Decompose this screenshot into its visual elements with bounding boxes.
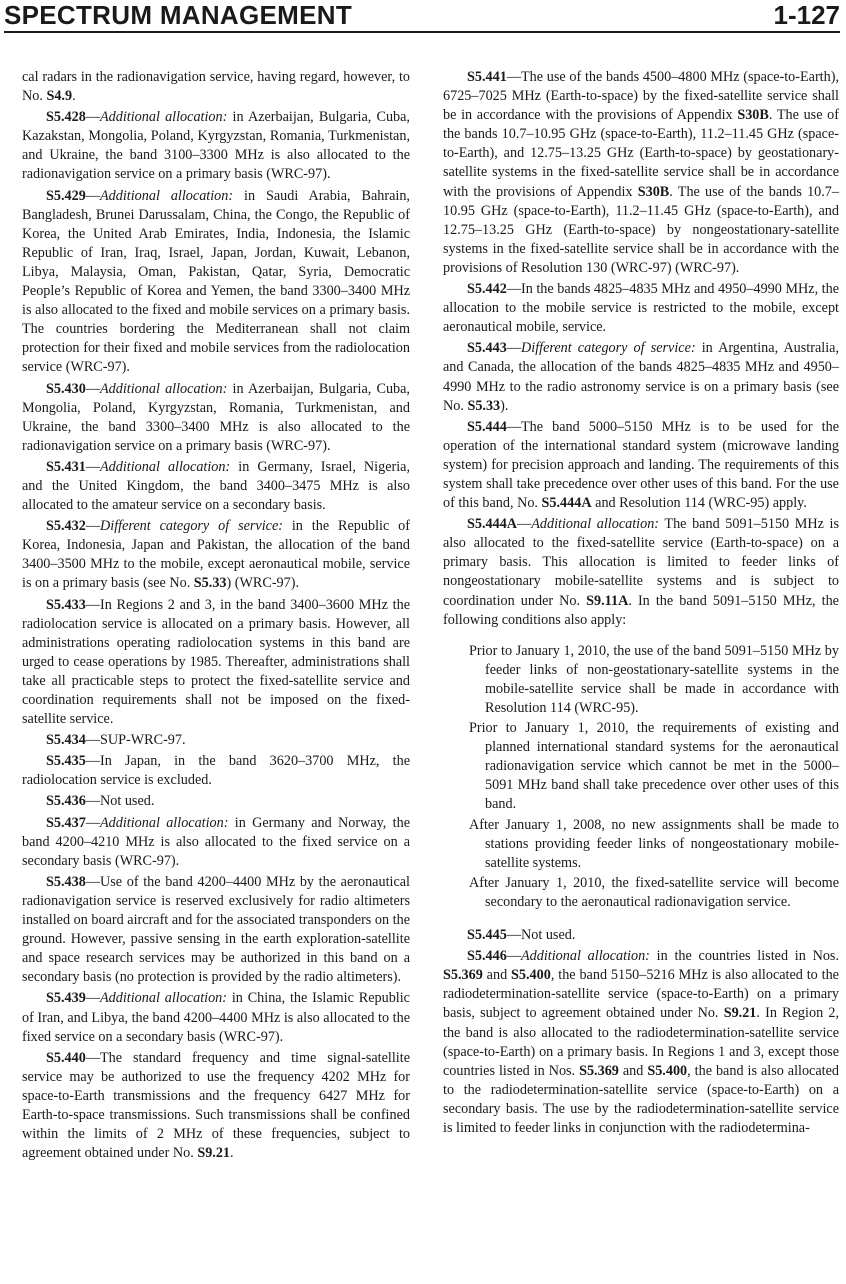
footnote-number: S5.439 [46, 990, 86, 1007]
footnote-paragraph: S5.437—Additional allocation: in Germany and Norway, the band 4200–4210 MHz is also allocated to the fixed service on a secondary basis (WRC-97). [22, 814, 410, 869]
footnote-text: The band 5091–5150 MHz is also allocated to the fixed-satellite service (Earth-to-space) on a primary basis. This allocation is limited to feeder links of nongeostationary mobile-satellite systems and is subject to coordination under No. [443, 516, 840, 609]
footnote-number: S5.428 [46, 109, 86, 126]
footnote-text: . The use of the bands 10.7–10.95 GHz (space-to-Earth), 11.2–11.45 GHz (space-to-Earth), and 12.75–13.25 GHz (Earth-to-space) by geostationary-satellite systems in the fixed-satellite service shall be in accordance with the provisions of Appendix [443, 107, 839, 200]
footnote-text: In Regions 2 and 3, in the band 3400–3600 MHz the radiolocation service is allocated on a primary basis. However, all administrations operating radiolocation systems in this band are urged to cease operations by 1985. Thereafter, administrations shall take all practicable steps to protect the fixed-satellite service and coordination requirements shall not be imposed on the fixed-satellite service. [22, 596, 410, 728]
footnote-text: SUP-WRC-97. [100, 732, 186, 749]
footnote-text: In the bands 4825–4835 MHz and 4950–4990 MHz, the allocation to the mobile service is restricted to the mobile, except aeronautical mobile, service. [443, 281, 839, 336]
allocation-label: Additional allocation: [100, 187, 234, 204]
footnote-text: and Resolution 114 (WRC-95) apply. [591, 495, 807, 512]
footnote-number: S5.442 [467, 281, 507, 298]
footnote-number: S5.437 [46, 814, 86, 831]
footnote-ref: S9.21 [197, 1145, 231, 1162]
footnote-number: S5.434 [46, 732, 86, 749]
footnote-text: in Azerbaijan, Bulgaria, Cuba, Mongolia, Poland, Kyrgyzstan, Romania, Turkmenistan, and Ukraine, the band 3300–3400 MHz is also allocated to the radionavigation service on a primary basis (WRC-97). [22, 380, 410, 454]
footnote-text: in Germany, Israel, Nigeria, and the United Kingdom, the band 3400–3475 MHz is also allocated to the amateur service on a secondary basis. [22, 458, 410, 514]
footnote-number: S5.429 [46, 187, 86, 204]
footnote-number: S5.444 [467, 418, 507, 435]
footnote-number: S5.432 [46, 518, 86, 535]
footnote-number: S5.433 [46, 596, 86, 613]
footnote-number: S5.435 [46, 753, 86, 770]
footnote-paragraph: S5.432—Different category of service: in the Republic of Korea, Indonesia, Japan and Pakistan, the allocation of the band 3400–3500 MHz to the mobile, except aeronautical mobile, service is on a primary basis (see No. S5.33) (WRC-97). [22, 518, 410, 592]
footnote-number: S5.446 [467, 948, 507, 965]
footnote-paragraph: S5.446—Additional allocation: in the countries listed in Nos. S5.369 and S5.400, the band 5150–5216 MHz is also allocated to the radiodetermination-satellite service (space-to-Earth) on a primary basis, subject to agreement obtained under No. S9.21. In Region 2, the band is also allocated to the radiodetermination-satellite service (space-to-Earth) on a primary basis. In Regions 1 and 3, except those countries listed in Nos. S5.369 and S5.400, the band is also allocated to the radiodetermination-satellite service (space-to-Earth) on a secondary basis. The use by the radiodetermination-satellite service is limited to feeder links in conjunction with the radiodetermina- [443, 948, 839, 1136]
footnote-text: . In the band 5091–5150 MHz, the following conditions also apply: [443, 592, 839, 628]
footnote-ref: S30B [737, 107, 769, 124]
allocation-label: Additional allocation: [521, 948, 650, 965]
footnote-ref: S5.369 [579, 1062, 619, 1079]
footnote-paragraph: S5.436—Not used. [46, 793, 155, 810]
footnote-text: in Argentina, Australia, and Canada, the allocation of the bands 4825–4835 MHz and 4950–4990 MHz to the radio astronomy service is on a primary basis (see No. [443, 340, 839, 414]
left-column [22, 68, 410, 1165]
continuation-end: . [72, 88, 76, 105]
condition-item: After January 1, 2010, the fixed-satellite service will become secondary to the aeronautical radionavigation service. [469, 874, 839, 910]
page-header [4, 0, 840, 34]
footnote-number: S5.441 [467, 69, 507, 85]
allocation-label: Different category of service: [521, 340, 696, 357]
allocation-label: Additional allocation: [531, 516, 660, 533]
footnote-paragraph: S5.445—Not used. [467, 927, 576, 944]
footnote-ref: S9.11A [586, 592, 629, 609]
allocation-label: Additional allocation: [100, 814, 229, 831]
footnote-paragraph: S5.429—Additional allocation: in Saudi Arabia, Bahrain, Bangladesh, Brunei Darussalam, China, the Congo, the Republic of Korea, the United Arab Emirates, India, Indonesia, the Islamic Republic of Iran, Iraq, Israel, Japan, Jordan, Kuwait, Lebanon, Libya, Malaysia, Oman, Pakistan, Qatar, Syria, Democratic People’s Republic of Korea and Yemen, the band 3300–3400 MHz is also allocated to the fixed and mobile services on a primary basis. The countries bordering the Mediterranean shall not claim protection for their fixed and mobile services from the radiolocation service (WRC-97). [22, 187, 410, 376]
footnote-text: Not used. [100, 793, 155, 810]
footnote-number: S5.443 [467, 340, 507, 357]
footnote-text: in Saudi Arabia, Bahrain, Bangladesh, Brunei Darussalam, China, the Congo, the Republic of Korea, the United Arab Emirates, India, Indonesia, the Islamic Republic of Iran, Iraq, Israel, Japan, Jordan, Kuwait, Lebanon, Libya, Malaysia, Oman, Pakistan, Qatar, Syria, Democratic People’s Republic of Korea and Yemen, the band 3300–3400 MHz is also allocated to the fixed and mobile services on a primary basis. The countries bordering the Mediterranean shall not claim protection for their fixed and mobile services from the radiolocation service (WRC-97). [22, 187, 410, 376]
allocation-label: Additional allocation: [100, 109, 228, 126]
footnote-paragraph: S5.433—In Regions 2 and 3, in the band 3400–3600 MHz the radiolocation service is allocated on a primary basis. However, all administrations operating radiolocation systems in this band are urged to cease operations by 1985. Thereafter, administrations shall take all practicable steps to protect the fixed-satellite service and coordination requirements shall not be imposed on the fixed-satellite service. [22, 596, 410, 728]
condition-item: After January 1, 2008, no new assignments shall be made to stations providing feeder links of nongeostationary mobile-satellite systems. [469, 816, 839, 871]
footnote-number: S5.430 [46, 380, 86, 397]
footnote-paragraph: S5.444—The band 5000–5150 MHz is to be used for the operation of the international standard system (microwave landing system) for precision approach and landing. The requirements of this system shall take precedence over other uses of this band. For the use of this band, No. S5.444A and Resolution 114 (WRC-95) apply. [443, 418, 839, 512]
conditions-list [443, 642, 839, 912]
footnote-text: The use of the bands 4500–4800 MHz (space-to-Earth), 6725–7025 MHz (Earth-to-space) by the fixed-satellite service shall be in accordance with the provisions of Appendix [443, 69, 839, 124]
footnote-paragraph: S5.431—Additional allocation: in Germany, Israel, Nigeria, and the United Kingdom, the band 3400–3475 MHz is also allocated to the amateur service on a secondary basis. [22, 458, 410, 514]
footnote-ref: S5.400 [647, 1062, 688, 1079]
footnote-text: in Germany and Norway, the band 4200–4210 MHz is also allocated to the fixed service on a secondary basis (WRC-97). [22, 814, 410, 869]
allocation-label: Additional allocation: [100, 990, 227, 1007]
footnote-ref: S5.33 [467, 397, 501, 414]
footnote-ref: S4.9 [46, 88, 73, 105]
footnote-ref: S5.400 [511, 967, 551, 984]
footnote-number: S5.445 [467, 927, 507, 944]
footnote-paragraph: S5.440—The standard frequency and time signal-satellite service may be authorized to use the frequency 4202 MHz for space-to-Earth transmissions and the frequency 6427 MHz for Earth-to-space transmissions. Such transmissions shall be confined within the limits of 2 MHz of these frequencies, subject to agreement obtained under No. S9.21. [22, 1049, 410, 1162]
allocation-label: Additional allocation: [100, 380, 228, 397]
header-rule [4, 31, 840, 33]
footnote-paragraph: S5.434—SUP-WRC-97. [46, 732, 186, 749]
footnote-paragraph: S5.430—Additional allocation: in Azerbaijan, Bulgaria, Cuba, Mongolia, Poland, Kyrgyzstan, Romania, Turkmenistan, and Ukraine, the band 3300–3400 MHz is also allocated to the radionavigation service on a primary basis (WRC-97). [22, 380, 410, 454]
running-title: SPECTRUM MANAGEMENT [4, 0, 353, 30]
footnote-text: . In Region 2, the band is also allocated to the radiodetermination-satellite service (space-to-Earth) on a primary basis. In Regions 1 and 3, except those countries listed in Nos. [443, 1005, 839, 1079]
footnote-text: and [482, 967, 512, 984]
footnote-number: S5.438 [46, 873, 86, 890]
footnote-text: in China, the Islamic Republic of Iran, and Libya, the band 4200–4400 MHz is also allocated to the fixed service on a secondary basis (WRC-97). [22, 990, 410, 1045]
footnote-paragraph: S5.435—In Japan, in the band 3620–3700 MHz, the radiolocation service is excluded. [22, 753, 410, 789]
footnote-paragraph: S5.444A—Additional allocation: The band 5091–5150 MHz is also allocated to the fixed-satellite service (Earth-to-space) on a primary basis. This allocation is limited to feeder links of nongeostationary mobile-satellite systems and is subject to coordination under No. S9.11A. In the band 5091–5150 MHz, the following conditions also apply: [443, 516, 840, 628]
footnote-text: Not used. [521, 927, 576, 944]
footnote-ref: S5.369 [443, 967, 483, 984]
footnote-text: and [618, 1062, 648, 1079]
footnote-number: S5.431 [46, 458, 86, 475]
footnote-paragraph: S5.442—In the bands 4825–4835 MHz and 4950–4990 MHz, the allocation to the mobile service is restricted to the mobile, except aeronautical mobile, service. [443, 281, 839, 336]
footnote-ref: S9.21 [723, 1005, 757, 1022]
footnote-text: The standard frequency and time signal-satellite service may be authorized to use the frequency 4202 MHz for space-to-Earth transmissions and the frequency 6427 MHz for Earth-to-space transmissions. Such transmissions shall be confined within the limits of 2 MHz of these frequencies, subject to agreement obtained under No. [22, 1049, 410, 1162]
footnote-number: S5.444A [467, 516, 518, 533]
continuation-text: cal radars in the radionavigation service, having regard, however, to No. [22, 69, 410, 105]
footnote-text: In Japan, in the band 3620–3700 MHz, the radiolocation service is excluded. [22, 753, 410, 789]
condition-item: Prior to January 1, 2010, the requirements of existing and planned international standard systems for the aeronautical radionavigation service which cannot be met in the 5000–5091 MHz band shall take precedence over other uses of this band. [469, 720, 839, 813]
footnote-paragraph: S5.428—Additional allocation: in Azerbaijan, Bulgaria, Cuba, Kazakstan, Mongolia, Poland, Kyrgyzstan, Romania, Turkmenistan, and Ukraine, the band 3100–3300 MHz is also allocated to the radionavigation service on a primary basis (WRC-97). [22, 109, 410, 183]
footnote-number: S5.440 [46, 1049, 86, 1066]
footnote-text: , the band 5150–5216 MHz is also allocated to the radiodetermination-satellite service (space-to-Earth) on a primary basis, subject to agreement obtained under No. [443, 967, 839, 1022]
footnote-text: The band 5000–5150 MHz is to be used for the operation of the international standard system (microwave landing system) for precision approach and landing. The requirements of this system shall take precedence over other uses of this band. For the use of this band, No. [443, 418, 839, 512]
footnote-text-after: . [230, 1145, 234, 1162]
footnote-text: Use of the band 4200–4400 MHz by the aeronautical radionavigation service is reserved exclusively for radio altimeters installed on board aircraft and for the associated transponders on the ground. However, passive sensing in the earth exploration-satellite and space research services may be authorized in this band on a secondary basis (no protection is provided by the radio altimeters). [22, 873, 410, 986]
footnote-paragraph: S5.443—Different category of service: in Argentina, Australia, and Canada, the allocation of the bands 4825–4835 MHz and 4950–4990 MHz to the radio astronomy service is on a primary basis (see No. S5.33). [443, 340, 839, 414]
footnote-number: S5.436 [46, 793, 86, 810]
footnote-text: , the band is also allocated to the radiodetermination-satellite service (space-to-Earth) on a secondary basis. The use by the radiodetermination-satellite service is limited to feeder links in conjunction with the radiodetermina- [443, 1062, 839, 1136]
footnote-paragraph: S5.441—The use of the bands 4500–4800 MHz (space-to-Earth), 6725–7025 MHz (Earth-to-space) by the fixed-satellite service shall be in accordance with the provisions of Appendix S30B. The use of the bands 10.7–10.95 GHz (space-to-Earth), 11.2–11.45 GHz (space-to-Earth), and 12.75–13.25 GHz (Earth-to-space) by geostationary-satellite systems in the fixed-satellite service shall be in accordance with the provisions of Appendix S30B. The use of the bands 10.7–10.95 GHz (space-to-Earth), 11.2–11.45 GHz (space-to-Earth), and 12.75–13.25 GHz (Earth-to-space) by nongeostationary-satellite systems in the fixed-satellite service shall be in accordance with the provisions of Resolution 130 (WRC-97) (WRC-97). [443, 69, 839, 276]
footnote-text: in the Republic of Korea, Indonesia, Japan and Pakistan, the allocation of the band 3400–3500 MHz to the mobile, except aeronautical mobile, service is on a primary basis (see No. [22, 518, 410, 592]
footnote-ref: S5.33 [193, 575, 227, 592]
footnote-ref: S5.444A [541, 495, 592, 512]
footnote-paragraph: S5.438—Use of the band 4200–4400 MHz by the aeronautical radionavigation service is reserved exclusively for radio altimeters installed on board aircraft and for the associated transponders on the ground. However, passive sensing in the earth exploration-satellite and space research services may be authorized in this band on a secondary basis (no protection is provided by the radio altimeters). [22, 873, 410, 986]
allocation-label: Additional allocation: [100, 458, 231, 475]
footnote-text: in Azerbaijan, Bulgaria, Cuba, Kazakstan, Mongolia, Poland, Kyrgyzstan, Romania, Turkmenistan, and Ukraine, the band 3100–3300 MHz is also allocated to the radionavigation service on a primary basis (WRC-97). [22, 109, 410, 183]
condition-item: Prior to January 1, 2010, the use of the band 5091–5150 MHz by feeder links of non-geostationary-satellite systems in the mobile-satellite service shall be made in accordance with Resolution 114 (WRC-95). [469, 642, 839, 716]
page-number: 1-127 [773, 0, 840, 30]
continuation-paragraph [22, 68, 410, 106]
footnote-ref: S30B [637, 183, 670, 200]
allocation-label: Different category of service: [100, 518, 283, 535]
footnote-text: in the countries listed in Nos. [649, 948, 839, 965]
right-column [443, 68, 839, 1140]
footnote-text-after: ) (WRC-97). [226, 575, 300, 592]
footnote-text: . The use of the bands 10.7–10.95 GHz (space-to-Earth), 11.2–11.45 GHz (space-to-Earth), and 12.75–13.25 GHz (Earth-to-space) by nongeostationary-satellite systems in the fixed-satellite service shall be in accordance with the provisions of Resolution 130 (WRC-97) (WRC-97). [443, 183, 839, 276]
footnote-paragraph: S5.439—Additional allocation: in China, the Islamic Republic of Iran, and Libya, the band 4200–4400 MHz is also allocated to the fixed service on a secondary basis (WRC-97). [22, 990, 410, 1045]
footnote-text: ). [500, 397, 509, 414]
